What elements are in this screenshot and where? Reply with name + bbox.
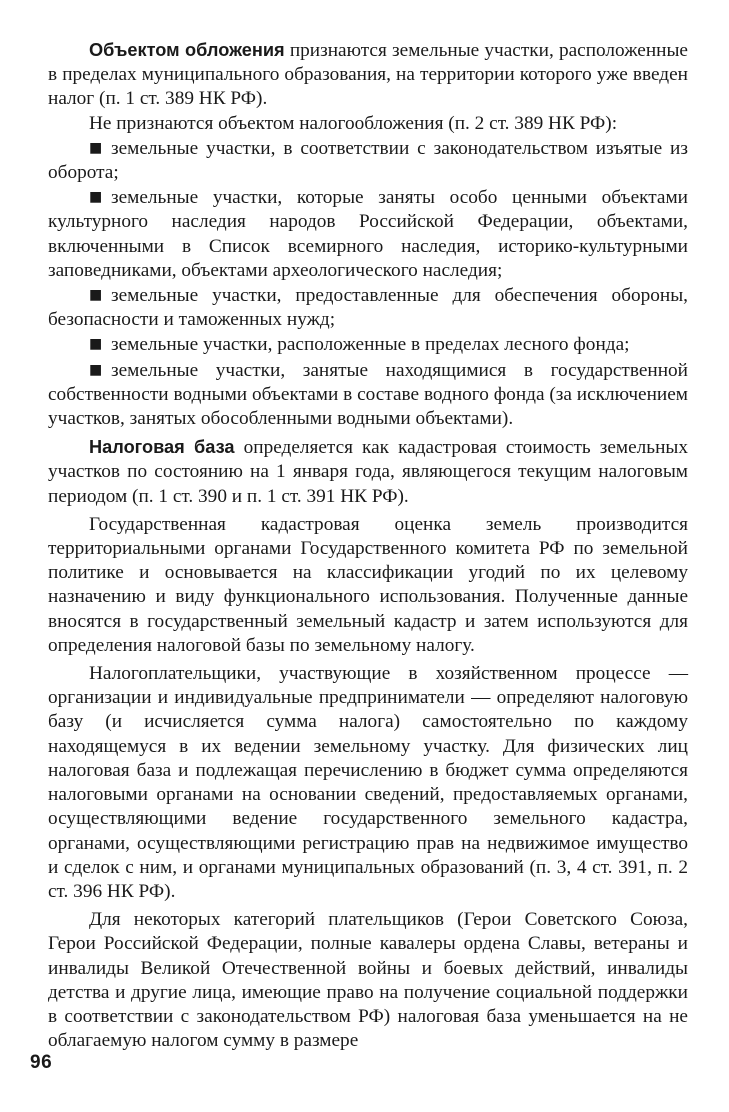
bullet-text: земельные участки, которые заняты особо ценными объектами культурного наследия народов Российской Федерации, объектами, включенными в Список всемирного наследия, историко-культурными заповедниками, объектами археологического наследия; — [48, 187, 688, 281]
page-text — [48, 38, 688, 1053]
paragraph-benefit-categories — [48, 908, 688, 1053]
bullet-item-withdrawn-land — [48, 136, 688, 185]
paragraph-text: Государственная кадастровая оценка земель производится территориальными органами Государственного комитета РФ по земельной политике и основывается на классификации угодий по их целевому назначению и виду функционального использования. Полученные данные вносятся в государственный земельный кадастр и затем используются для определения налоговой базы по земельному налогу. — [48, 513, 688, 656]
paragraph-object-of-taxation — [48, 38, 688, 112]
bullet-item-cultural-heritage — [48, 185, 688, 283]
paragraph-tax-base — [48, 435, 688, 509]
term-object-of-taxation: Объектом обложения — [89, 40, 285, 60]
paragraph-text: Налогоплательщики, участвующие в хозяйственном процессе — организации и индивидуальные предприниматели — определяют налоговую базу (и исчисляется сумма налога) самостоятельно по каждому находящемуся в их ведении земельному участку. Для физических лиц налоговая база и подлежащая перечислению в бюджет сумма определяются налоговыми органами на основании сведений, предоставляемых органами, осуществляющими ведение государственного земельного кадастра, органами, осуществляющими регистрацию прав на недвижимое имущество и сделок с ним, и органами муниципальных образований (п. 3, 4 ст. 391, п. 2 ст. 396 НК РФ). — [48, 663, 688, 902]
paragraph-cadastral-valuation — [48, 513, 688, 658]
paragraph-not-recognized — [48, 112, 688, 136]
paragraph-text: определяется как кадастровая стоимость земельных участков по состоянию на 1 января года, являющегося текущим налоговым периодом (п. 1 ст. 390 и п. 1 ст. 391 НК РФ). — [48, 437, 689, 507]
bullet-text: земельные участки, занятые находящимися в государственной собственности водными объектами в составе водного фонда (за исключением участков, занятых обособленными водными объектами). — [48, 359, 688, 430]
bullet-item-water-fund — [48, 358, 688, 432]
paragraph-text: признаются земельные участки, расположенные в пределах муниципального образования, на территории которого уже введен налог (п. 1 ст. 389 НК РФ). — [48, 40, 688, 110]
paragraph-taxpayers — [48, 662, 688, 904]
bullet-item-defense — [48, 283, 688, 332]
term-tax-base: Налоговая база — [89, 437, 235, 458]
bullet-text: земельные участки, предоставленные для обеспечения обороны, безопасности и таможенных нужд; — [48, 285, 688, 331]
bullet-text: земельные участки, расположенные в пределах лесного фонда; — [111, 334, 630, 356]
page-number: 96 — [30, 1052, 53, 1073]
bullet-text: земельные участки, в соответствии с законодательством изъятые из оборота; — [48, 137, 688, 184]
paragraph-text: Не признаются объектом налогообложения (п. 2 ст. 389 НК РФ): — [89, 112, 618, 134]
paragraph-text: Для некоторых категорий плательщиков (Герои Советского Союза, Герои Российской Федерации, полные кавалеры ордена Славы, ветераны и инвалиды Великой Отечественной войны и боевых действий, инвалиды детства и другие лица, имеющие право на получение социальной поддержки в соответствии с законодательством РФ) налоговая база уменьшается на не облагаемую налогом сумму в размере — [48, 909, 688, 1052]
bullet-item-forest-fund — [48, 332, 688, 357]
